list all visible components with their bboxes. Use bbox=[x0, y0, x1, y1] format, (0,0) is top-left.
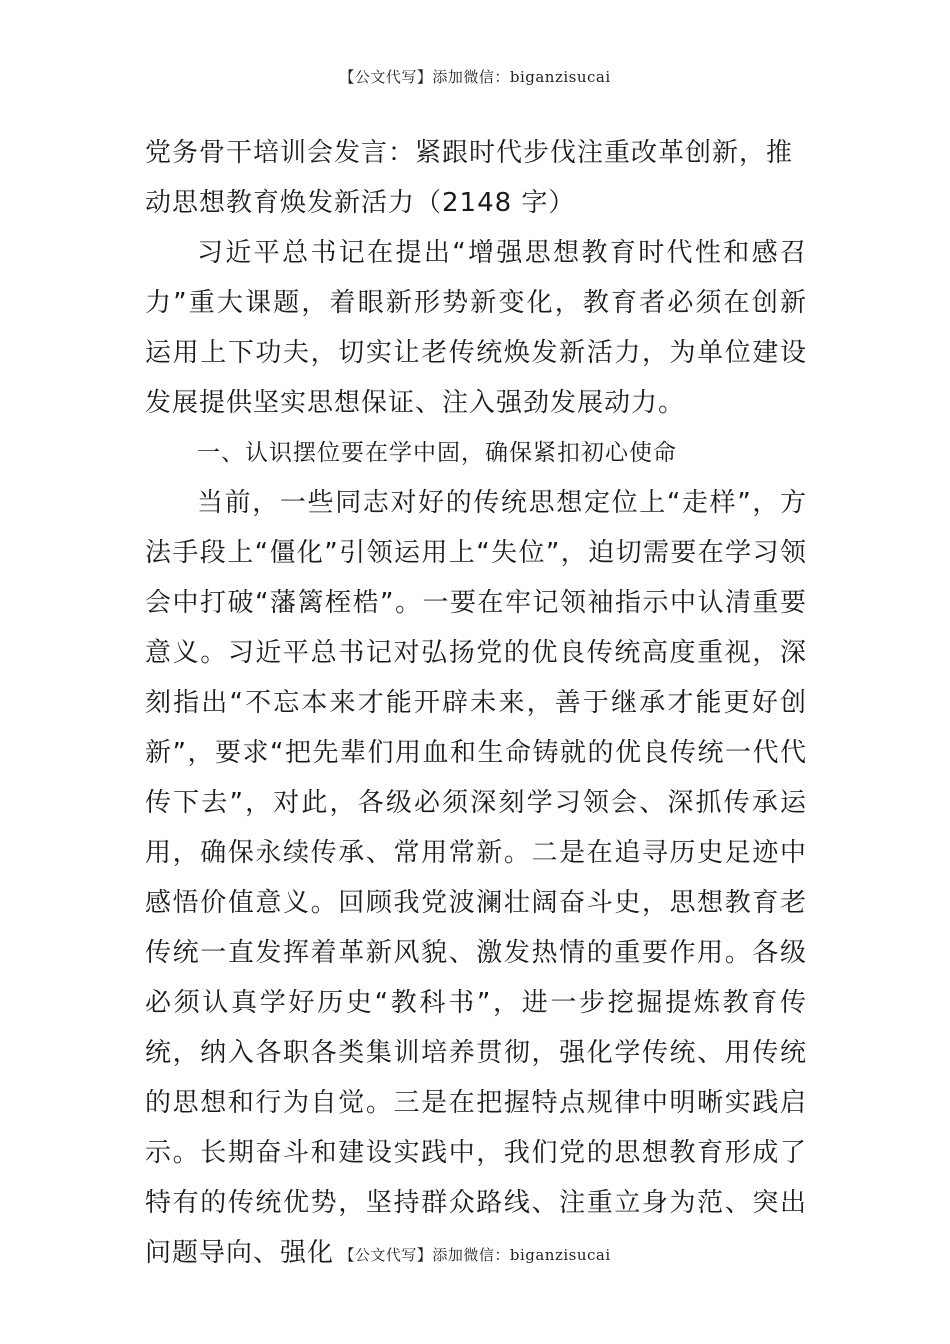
page-footer: 【公文代写】添加微信：biganzisucai bbox=[339, 1246, 611, 1264]
document-body bbox=[145, 128, 807, 1278]
section-heading: 一、认识摆位要在学中固，确保紧扣初心使命 bbox=[196, 440, 677, 466]
page-header: 【公文代写】添加微信：biganzisucai bbox=[339, 68, 611, 86]
document-title: 党务骨干培训会发言：紧跟时代步伐注重改革创新，推动思想教育焕发新活力（2148 字） bbox=[145, 138, 794, 218]
intro-paragraph: 习近平总书记在提出“增强思想教育时代性和感召力”重大课题，着眼新形势新变化，教育者必须在创新运用上下功夫，切实让老传统焕发新活力，为单位建设发展提供坚实思想保证、注入强劲发展动力。 bbox=[145, 238, 807, 418]
section-paragraph: 当前，一些同志对好的传统思想定位上“走样”，方法手段上“僵化”引领运用上“失位”，迫切需要在学习领会中打破“藩篱桎梏”。一要在牢记领袖指示中认清重要意义。习近平总书记对弘扬党的优良传统高度重视，深刻指出“不忘本来才能开辟未来，善于继承才能更好创新”，要求“把先辈们用血和生命铸就的优良传统一代代传下去”，对此，各级必须深刻学习领会、深抓传承运用，确保永续传承、常用常新。二是在追寻历史足迹中感悟价值意义。回顾我党波澜壮阔奋斗史，思想教育老传统一直发挥着革新风貌、激发热情的重要作用。各级必须认真学好历史“教科书”，进一步挖掘提炼教育传统，纳入各职各类集训培养贯彻，强化学传统、用传统的思想和行为自觉。三是在把握特点规律中明晰实践启示。长期奋斗和建设实践中，我们党的思想教育形成了特有的传统优势，坚持群众路线、注重立身为范、突出问题导向、强化 bbox=[145, 488, 807, 1268]
